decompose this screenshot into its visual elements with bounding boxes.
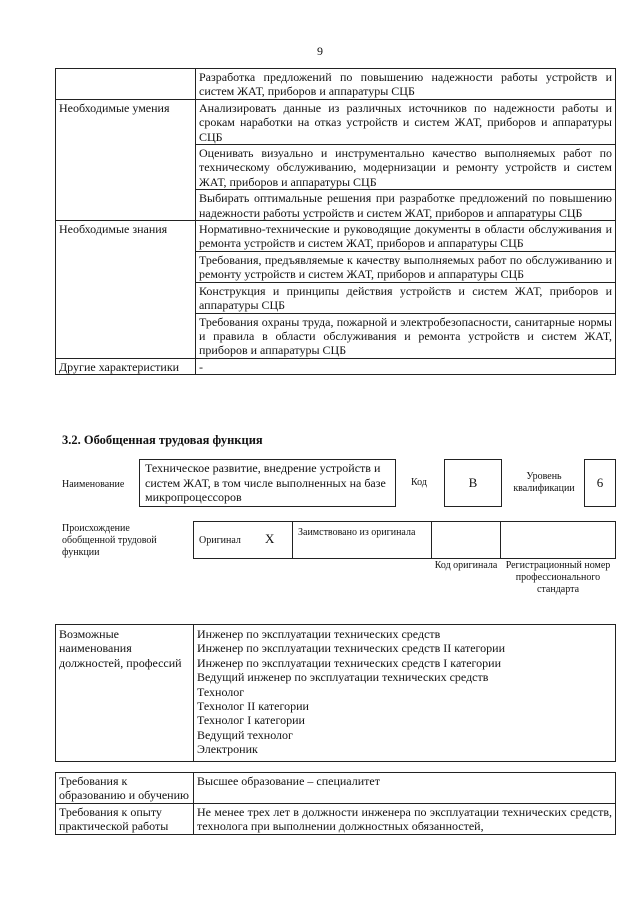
row-label: Возможные наименования должностей, профессий [56, 625, 194, 762]
table-row [56, 69, 616, 100]
table-cell: Требования, предъявляемые к качеству выполняемых работ по обслуживанию и ремонту устройств и систем ЖАТ, приборов и аппаратуры СЦБ [196, 251, 616, 282]
origin-cell-code [431, 521, 501, 559]
list-item: Инженер по эксплуатации технических средств I категории [197, 655, 502, 670]
level-value: 6 [596, 475, 604, 490]
positions-list [194, 625, 616, 762]
table-row [56, 358, 616, 374]
row-label: Необходимые знания [56, 221, 196, 359]
row-label: Необходимые умения [56, 99, 196, 220]
table-row [56, 625, 616, 762]
section-title: 3.2. Обобщенная трудовая функция [62, 433, 263, 447]
table-row [56, 773, 616, 804]
table-cell: Конструкция и принципы действия устройств и систем ЖАТ, приборов и аппаратуры СЦБ [196, 282, 616, 313]
original-label: Оригинал [199, 535, 241, 546]
table-cell: Нормативно-технические и руководящие документы в области обслуживания и ремонта устройств и систем ЖАТ, приборов и аппаратуры СЦБ [196, 221, 616, 252]
origin-label: Происхождение обобщенной трудовой функции [62, 523, 157, 558]
table-row [56, 221, 616, 252]
table-cell: Высшее образование – специалитет [194, 773, 616, 804]
table-cell: Анализировать данные из различных источников по надежности работы и срокам наработки на отказ устройств и систем ЖАТ, приборов и аппаратуры СЦБ [196, 99, 616, 144]
list-item: Технолог II категории [197, 699, 309, 714]
code-value: B [468, 475, 478, 490]
positions-table [55, 624, 616, 762]
list-item: Ведущий технолог [197, 727, 293, 742]
skills-knowledge-table [55, 68, 616, 375]
row-label: Требования к опыту практической работы [56, 803, 194, 834]
code-label: Код [411, 477, 427, 488]
table-cell: Требования охраны труда, пожарной и электробезопасности, санитарные нормы и правила в области обслуживания и ремонта устройств и систем ЖАТ, приборов и аппаратуры СЦБ [196, 313, 616, 358]
row-label: Требования к образованию и обучению [56, 773, 194, 804]
requirements-table [55, 772, 616, 835]
list-item: Инженер по эксплуатации технических средств II категории [197, 641, 505, 656]
list-item: Электроник [197, 742, 258, 757]
name-label: Наименование [62, 479, 125, 490]
list-item: Инженер по эксплуатации технических средств [197, 627, 441, 641]
row-label: Другие характеристики [56, 358, 196, 374]
level-label: Уровень квалификации [513, 471, 575, 494]
table-cell: Разработка предложений по повышению надежности работы устройств и систем ЖАТ, приборов и аппаратуры СЦБ [196, 69, 616, 100]
table-cell: - [196, 358, 616, 374]
borrowed-label: Заимствовано из оригинала [298, 527, 416, 538]
list-item: Ведущий инженер по эксплуатации технических средств [197, 670, 489, 685]
row-label [56, 69, 196, 100]
page-number: 9 [317, 44, 323, 58]
reg-number-caption: Регистрационный номер профессионального стандарта [505, 560, 611, 595]
code-original-caption: Код оригинала [434, 560, 498, 571]
table-row [56, 803, 616, 834]
table-cell: Выбирать оптимальные решения при разработке предложений по повышению надежности работы устройств и систем ЖАТ, приборов и аппаратуры СЦБ [196, 190, 616, 221]
function-name-value: Техническое развитие, внедрение устройств и систем ЖАТ, в том числе выполненных на базе микропроцессоров [145, 461, 386, 504]
table-cell: Оценивать визуально и инструментально качество выполняемых работ по техническому обслуживанию, модернизации и ремонту устройств и систем ЖАТ, приборов и аппаратуры СЦБ [196, 145, 616, 190]
origin-cell-reg [500, 521, 616, 559]
original-mark: X [265, 531, 275, 546]
table-cell: Не менее трех лет в должности инженера по эксплуатации технических средств, технолога при выполнении должностных обязанностей, [194, 803, 616, 834]
table-row [56, 99, 616, 144]
list-item: Технолог I категории [197, 713, 305, 728]
list-item: Технолог [197, 684, 245, 699]
